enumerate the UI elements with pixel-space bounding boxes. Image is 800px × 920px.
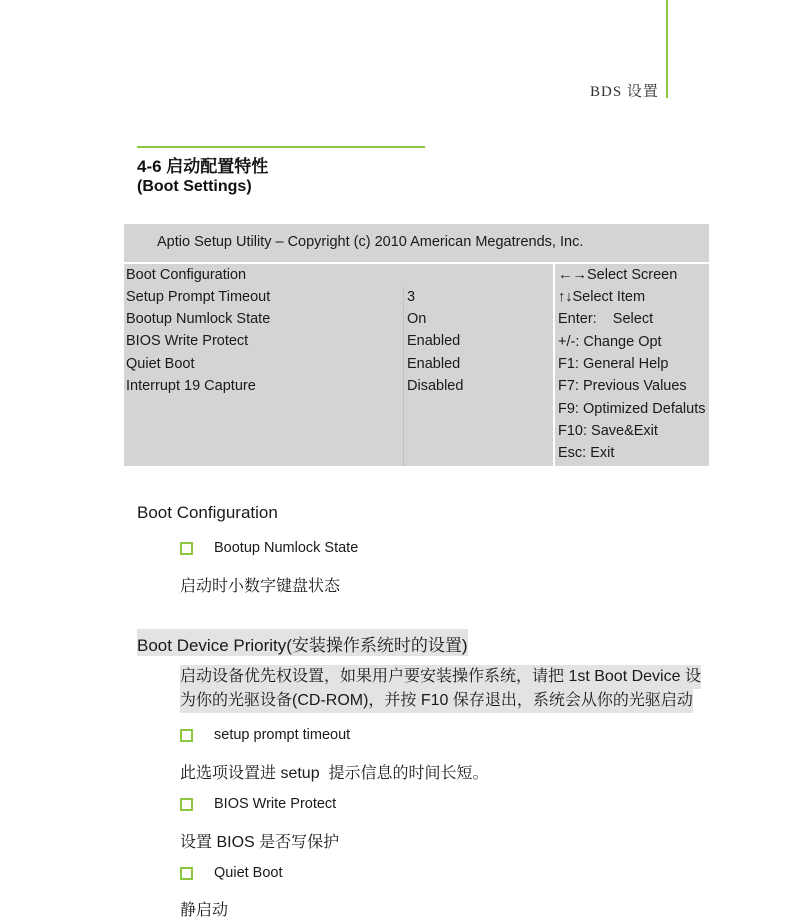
checkbox-bullet-icon: [180, 729, 193, 742]
bullet-label: Bootup Numlock State: [214, 540, 359, 556]
bios-row-interrupt-19-capture[interactable]: [126, 378, 546, 400]
bios-row-name: Bootup Numlock State: [126, 311, 271, 327]
bios-settings-panel: [124, 264, 553, 466]
checkbox-bullet-icon: [180, 798, 193, 811]
paragraph-line: 为你的光驱设备(CD-ROM)，并按 F10 保存退出，系统会从你的光驱启动: [180, 689, 693, 713]
section-accent-line: [137, 146, 425, 148]
boot-device-priority-heading: Boot Device Priority(安装操作系统时的设置): [137, 629, 468, 656]
help-optimized-defaults: F9: Optimized Defaluts: [558, 401, 706, 417]
bios-row-name: BIOS Write Protect: [126, 333, 249, 349]
bios-row-name: Setup Prompt Timeout: [126, 289, 271, 305]
bios-title-bar: [124, 224, 709, 262]
help-exit: Esc: Exit: [558, 445, 615, 461]
bullet-label: setup prompt timeout: [214, 727, 351, 743]
item-description: 启动时小数字键盘状态: [180, 578, 341, 595]
help-select-screen: ←→Select Screen: [558, 267, 678, 283]
bios-row-name: Interrupt 19 Capture: [126, 378, 256, 394]
checkbox-bullet-icon: [180, 867, 193, 880]
bios-screenshot: [124, 224, 709, 466]
bios-title: Aptio Setup Utility – Copyright (c) 2010 American Megatrends, Inc.: [157, 234, 584, 250]
item-description: 设置 BIOS 是否写保护: [180, 834, 340, 851]
help-change-opt: +/-: Change Opt: [558, 334, 662, 350]
paragraph-line: 启动设备优先权设置，如果用户要安装操作系统，请把 1st Boot Device 设: [180, 665, 701, 689]
item-description: 此选项设置进 setup 提示信息的时间长短。: [180, 765, 489, 782]
bios-row-value: On: [407, 311, 427, 327]
bios-row-name: Quiet Boot: [126, 356, 195, 372]
help-general-help: F1: General Help: [558, 356, 669, 372]
bios-row-value: 3: [407, 289, 416, 305]
bullet-label: Quiet Boot: [214, 865, 283, 881]
boot-device-paragraph: [180, 665, 701, 713]
help-select-item: ↑↓Select Item: [558, 289, 646, 305]
bios-row-value: Enabled: [407, 333, 461, 349]
help-save-exit: F10: Save&Exit: [558, 423, 658, 439]
boot-config-heading: Boot Configuration: [137, 503, 278, 522]
section-subtitle: (Boot Settings): [137, 178, 252, 195]
page-header-title: BDS 设置: [590, 84, 659, 100]
bios-row-value: Disabled: [407, 378, 464, 394]
bios-config-header: Boot Configuration: [126, 267, 247, 283]
bios-row-quiet-boot[interactable]: [126, 356, 546, 378]
item-description: 静启动: [180, 902, 229, 919]
help-enter-select: Enter: Select: [558, 311, 654, 327]
checkbox-bullet-icon: [180, 542, 193, 555]
bios-row-bios-write-protect[interactable]: [126, 333, 546, 355]
help-previous-values: F7: Previous Values: [558, 378, 687, 394]
section-title: 4-6 启动配置特性: [137, 157, 269, 176]
bullet-label: BIOS Write Protect: [214, 796, 337, 812]
header-accent-line: [666, 0, 668, 98]
bios-row-bootup-numlock-state[interactable]: [126, 311, 546, 333]
bios-row-value: Enabled: [407, 356, 461, 372]
bios-row-setup-prompt-timeout[interactable]: [126, 289, 546, 311]
bios-help-panel: [555, 264, 709, 466]
